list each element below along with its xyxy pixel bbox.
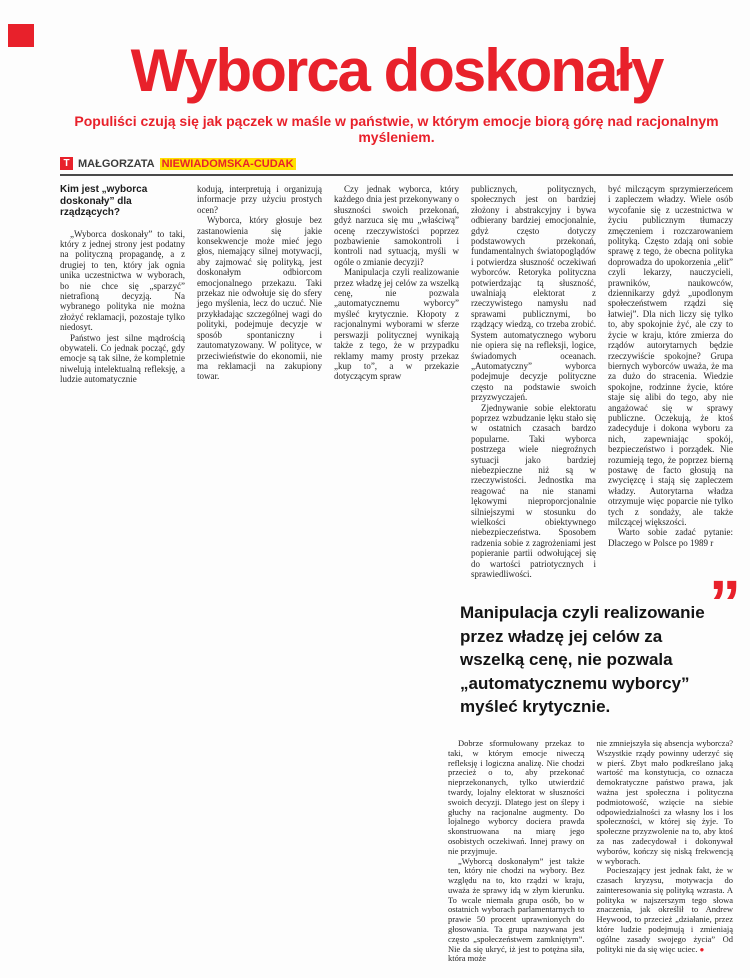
section-question-header: Kim jest „wyborca doskonały” dla rządzących? [60,184,148,218]
author-first-name: MAŁGORZATA [78,157,155,170]
article-content [60,0,741,978]
body-paragraph: publicznych, politycznych, społecznych jest on bardziej złożony i abstrakcyjny i bywa odbierany bardziej emocjonalnie, gdyż często dotyczy podstawowych przekonań, fundamentalnych światopoglądów i potwierdza słuszność oczekiwań wyborców. Retoryka polityczna potwierdzając tą słuszność, uwalniają elektorat z rzeczywistego namysłu nad sprawami publicznymi, bo rządzący wiedzą, co trzeba zrobić. System automatycznego wyboru nie opiera się na refleksji, logice, świadomych oceanach. „Automatyczny” wyborca podejmuje decyzje polityczne często na podstawie swoich przyzwyczajeń. [471,184,596,403]
body-paragraph: Zjednywanie sobie elektoratu poprzez wzbudzanie lęku stało się w ostatnich czasach bardzo popularne. Taki wyborca postrzega wiele niegroźnych sytuacji jako bardziej niebezpieczne niż są w rzeczywistości. Jednostka ma reagować na nie stanami lękowymi nieproporcjonalnie silniejszymi w stosunku do wielkości obiektywnego niebezpieczeństwa. Sposobem radzenia sobie z zagrożeniami jest popieranie partii odwołującej się do wartości patriotycznych i sprawiedliwości. [471,402,596,580]
text-column [597,739,734,964]
body-paragraph: być milczącym sprzymierzeńcem i zapleczem władzy. Wiele osób wycofanie się z uczestnictwa w życiu publicznym tłumaczy zmęczeniem i rozczarowaniem polityką. Często zdają oni sobie sprawę z tego, że obecna polityka doprowadza do upokorzenia „elit” czyli lekarzy, nauczycieli, prawników, naukowców, dziennikarzy gdyż „upodlonym społeczeństwem rządzi się łatwiej”. Dla nich liczy się tylko to, aby spokojnie żyć, ale czy to życie w kraju, które zmierza do rządów autorytarnych będzie rzeczywiście spokojne? Grupa biernych wyborców uważa, że ma za dużo do stracenia. Wiedzie spokojne, rodzinne życie, które staje się alibi do tego, aby nie angażować się w sprawy publiczne. Oczekują, że ktoś zadecyduje i dokona wyboru za nich, zapewniając spokój, bezpieczeństwo i porządek. Nie rozumieją tego, że poprzez bierną postawę de facto głosują na zwycięzcę i stają się zapleczem władzy. Autorytarna władza otrzymuje więc poparcie nie tylko tych z sondaży, ale także milczącej większości. [608,184,733,527]
top-columns [60,184,733,579]
body-paragraph: Manipulacja czyli realizowanie przez władzę jej celów za wszelką cenę, nie pozwala „automatycznemu wyborcy” myśleć krytycznie. Kłopoty z racjonalnymi wyborami w sferze perswazji politycznej wynikają także z tego, że w przypadku reklamy mamy prosty przekaz „kup to”, a w przekazie dotyczącym spraw [334,267,459,382]
body-paragraph: nie zmniejszyła się absencja wyborcza? Wszystkie rządy powinny uderzyć się w pierś. Zbyt mało podkreślano jaką wartość ma konstytucja, co oznacza demokratyczne państwo prawa, jak ważna jest społeczna i polityczna podmiotowość, wzięcie na siebie odpowiedzialności za własny los i los społeczności, w której się żyje. To społeczne przyzwolenie na to, aby ktoś za nas zadecydował i dokonywał wyborów, kończy się niską frekwencją w wyborach. [596,737,733,866]
body-paragraph: kodują, interpretują i organizują informacje przy użyciu prostych ocen? [197,184,322,215]
body-paragraph: Dobrze sformułowany przekaz to taki, w którym emocje niweczą refleksję i logiczna analizę. Nie chodzi przecież o to, aby przekonać nieprzekonanych, tylko utwierdzić twardy, lojalny elektorat w słuszności swoich decyzji. Dlatego jest on ślepy i głuchy na racjonalne augmenty. Do lojalnego wyborcy dociera prawda skonstruowana na miarę jego osobistych oczekiwań. Innej prawy on nie przyjmuje. [448,737,585,856]
body-paragraph: Wyborca, który głosuje bez zastanowienia się jakie konsekwencje może mieć jego głos, niemający silnej motywacji, aby zajmować się polityką, jest doskonałym odbiorcom emocjonalnego przekazu. Taki przekaz nie odwołuje się do sfery jego myślenia, lecz do uczuć. Nie przykładając szczególnej wagi do polityki, podejmuje decyzje w sposób spontaniczny i zautomatyzowany. W polityce, w przeciwieństwie do ekonomii, nie ma reklamacji na zakupiony towar. [197,215,322,382]
body-paragraph: Państwo jest silne mądrością obywateli. Co jednak począć, gdy emocje są tak silne, że kompletnie niwelują intelektualną refleksję, a ludzie automatycznie [60,332,185,385]
text-column [471,184,596,579]
text-column [448,739,585,964]
text-column [197,184,322,579]
article-headline: Wyborca doskonały [130,37,663,104]
publication-logo-icon: T [60,157,73,170]
text-column [60,184,185,579]
author-last-name: NIEWIADOMSKA-CUDAK [161,157,294,170]
article-subtitle: Populiści czują się jak pączek w maśle w państwie, w którym emocje biorą górę nad racjonalnym myśleniem. [74,113,719,145]
body-paragraph: „Wyborca doskonały” to taki, który z jednej strony jest podatny na polityczną propagandę, a z drugiej to ten, który jak ognia unika uczestnictwa w wyborach, bo nie chce się „sparzyć” nietrafioną decyzją. Na wybranego polityka nie można złożyć reklamacji, pozostaje tylko niedosyt. [60,228,185,333]
byline [60,157,733,176]
body-paragraph: Warto sobie zadać pytanie: Dlaczego w Polsce po 1989 r [608,527,733,548]
bottom-margin [60,964,733,978]
pull-quote [448,567,741,719]
page-corner-mark [8,24,34,47]
text-column [608,184,733,579]
body-paragraph: Pocieszający jest jednak fakt, że w czasach kryzysu, motywacja do zainteresowania się polityką wzrasta. A polityka w najszerszym tego słowa znaczenia, jak określił to Andrew Heywood, to przecież „działanie, przez które ludzie podejmują i zmieniają ogólne zasady swojego życia” Od polityki nie da się więc uciec. ● [596,865,733,954]
body-paragraph: „Wyborcą doskonałym” jest także ten, który nie chodzi na wybory. Bez względu na to, kto rządzi w kraju, uważa że sprawy idą w złym kierunku. To wcale niemała grupa osób, bo w ostatnich wyborach parlamentarnych to prawie 50 procent uprawnionych do głosowania. Ta grupa nazywana jest często „społeczeństwem zamkniętym”. Nie da się ukryć, iż jest to potężna siła, która może [448,855,585,964]
body-paragraph: Czy jednak wyborca, który każdego dnia jest przekonywany o słuszności swoich przekonań, gdyż narzuca się mu „właściwą” ocenę rzeczywistości poprzez pozbawienie samokontroli i kontroli nad sytuacją, myśli w ogóle o zmianie decyzji? [334,184,459,267]
lower-right-block [448,567,741,964]
bottom-columns [448,739,733,964]
text-column [334,184,459,579]
article-end-dot-icon: ● [697,944,705,954]
pull-quote-text: Manipulacja czyli realizowanie przez władzę jej celów za wszelką cenę, nie pozwala „automatycznemu wyborcy” myśleć krytycznie. [460,603,705,717]
quote-mark-icon: ” [709,567,741,640]
